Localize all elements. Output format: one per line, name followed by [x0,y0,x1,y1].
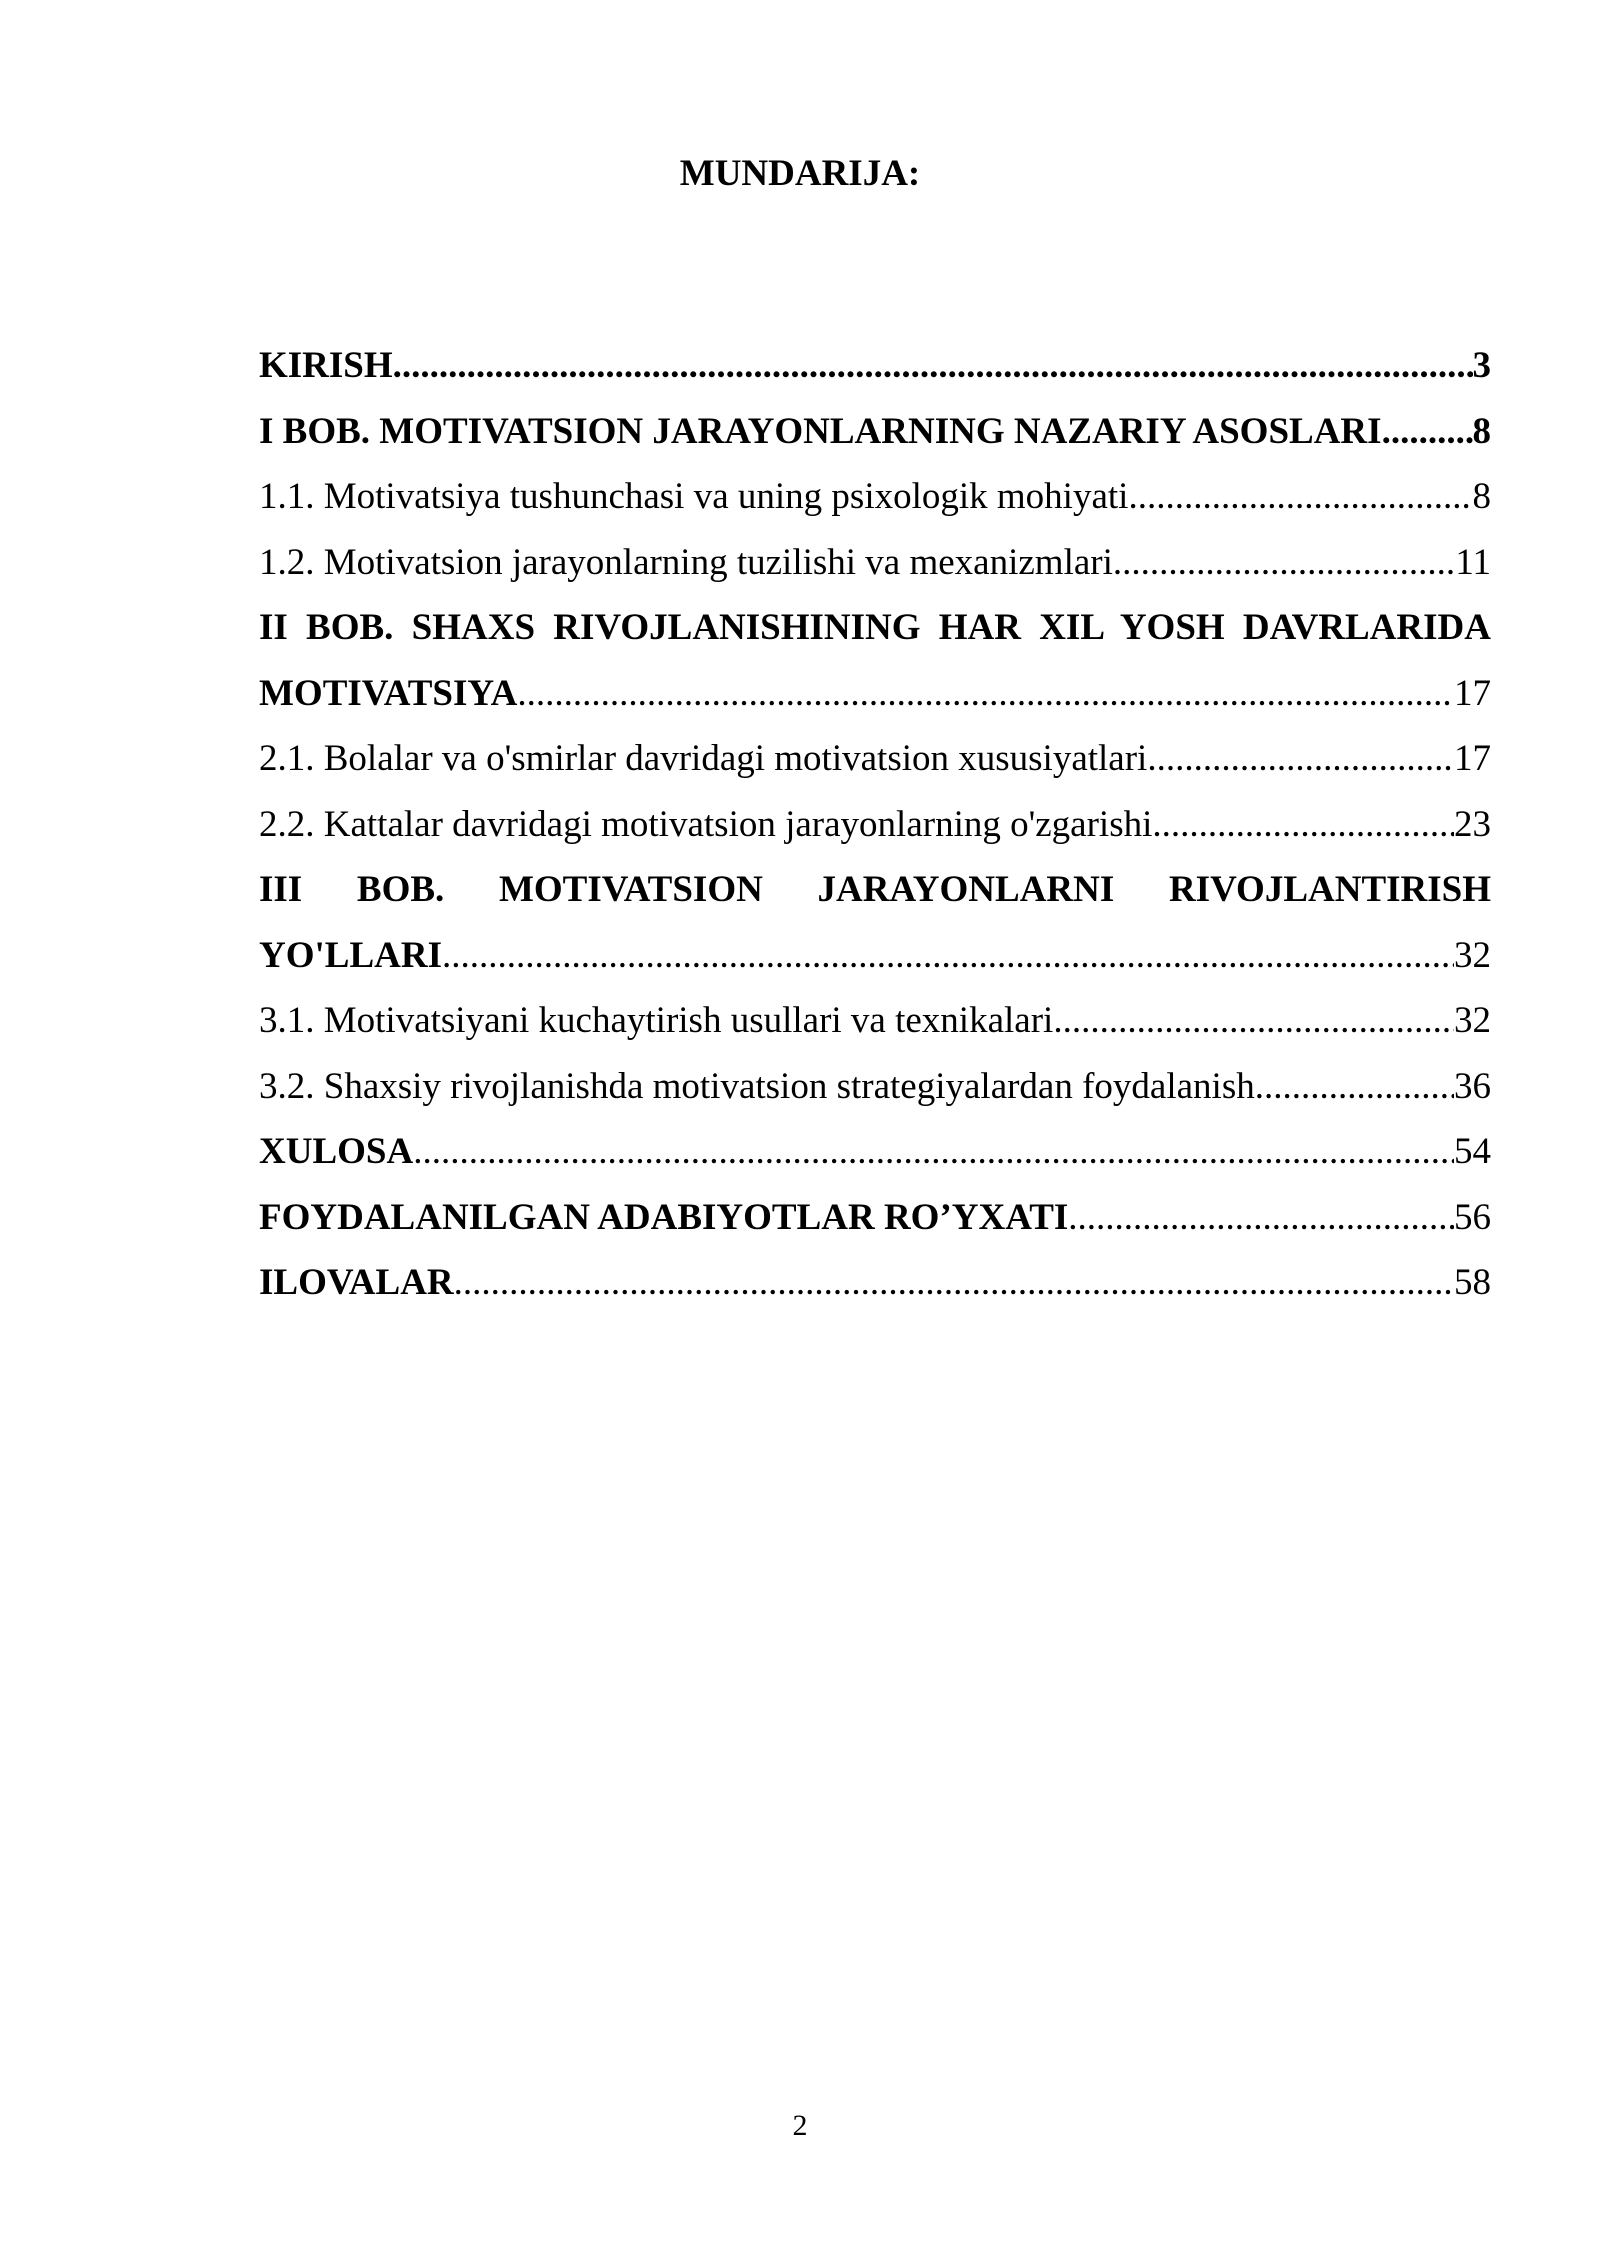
toc-page-number: 56 [1454,1196,1491,1238]
toc-page-number: 54 [1454,1131,1491,1172]
toc-dot-leader [1147,726,1454,792]
toc-entry-label: 1.1. Motivatsiya tushunchasi va uning psixologik mohiyati [259,476,1129,517]
toc-dot-leader [1128,464,1472,530]
toc-entry-label: YO'LLARI [259,934,442,976]
toc-entry-label: 3.1. Motivatsiyani kuchaytirish usullari va texnikalari [259,1000,1054,1041]
toc-entry-bob2[interactable] [259,661,1491,727]
toc-dot-leader [1053,988,1454,1054]
toc-dot-leader [1068,1185,1454,1251]
toc-dot-leader [1113,530,1455,596]
toc-dot-leader [517,661,1454,727]
toc-entry-label: 2.1. Bolalar va o'smirlar davridagi motivatsion xususiyatlari [259,738,1148,779]
toc-dot-leader [442,923,1454,989]
toc-entry-label: 3.2. Shaxsiy rivojlanishda motivatsion strategiyalardan foydalanish [259,1065,1255,1107]
toc-entry-label: ILOVALAR [259,1262,454,1303]
toc-entry-1-2[interactable] [259,530,1491,596]
toc-entry-bob1[interactable] [259,399,1491,465]
toc-entry-2-2[interactable] [259,792,1491,858]
toc-page-number: 8 [1472,410,1491,452]
toc-dot-leader [1382,399,1473,465]
toc-page-number: 17 [1454,738,1491,779]
toc-entry-2-1[interactable] [259,726,1491,792]
toc-page-number: 23 [1454,803,1491,845]
toc-entry-label: KIRISH [259,345,393,386]
toc-dot-leader [413,1119,1454,1185]
toc-entry-label: FOYDALANILGAN ADABIYOTLAR RO’YXATI [259,1196,1069,1238]
toc-entry-label: XULOSA [259,1131,414,1172]
toc-page-number: 32 [1454,1000,1491,1041]
toc-entry-3-1[interactable] [259,988,1491,1054]
toc-page-number: 58 [1454,1262,1491,1303]
toc-page-number: 17 [1454,672,1491,714]
toc-page-number: 11 [1455,541,1491,583]
page-title: MUNDARIJA: [679,153,921,194]
toc-entry-bob3[interactable] [259,923,1491,989]
toc-entry-label: I BOB. MOTIVATSION JARAYONLARNING NAZARIY ASOSLARI [259,410,1382,452]
toc-entry-label: MOTIVATSIYA [259,672,518,714]
toc-entry-adabiyotlar[interactable] [259,1185,1491,1251]
toc-entry-3-2[interactable] [259,1054,1491,1120]
toc-dot-leader [1255,1054,1454,1120]
toc-dot-leader [454,1250,1454,1316]
toc-entry-kirish[interactable] [259,333,1491,399]
toc-page-number: 32 [1454,934,1491,976]
toc-dot-leader [393,333,1473,399]
toc-entry-1-1[interactable] [259,464,1491,530]
toc-entry-xulosa[interactable] [259,1119,1491,1185]
toc-page-number: 8 [1472,476,1491,517]
toc-entry-bob2-line1[interactable]: II BOB. SHAXS RIVOJLANISHINING HAR XIL YOSH DAVRLARIDA [259,607,1491,648]
toc-entry-label: 2.2. Kattalar davridagi motivatsion jarayonlarning o'zgarishi [259,803,1153,845]
toc-entry-ilovalar[interactable] [259,1250,1491,1316]
toc-entry-bob3-line1[interactable]: III BOB. MOTIVATSION JARAYONLARNI RIVOJLANTIRISH [259,869,1491,910]
page-number: 2 [792,2109,808,2142]
toc-dot-leader [1152,792,1454,858]
toc-page-number: 36 [1454,1065,1491,1107]
toc-page-number: 3 [1472,345,1491,386]
toc-entry-label: 1.2. Motivatsion jarayonlarning tuzilishi va mexanizmlari [259,541,1113,583]
table-of-contents [259,333,1491,1316]
